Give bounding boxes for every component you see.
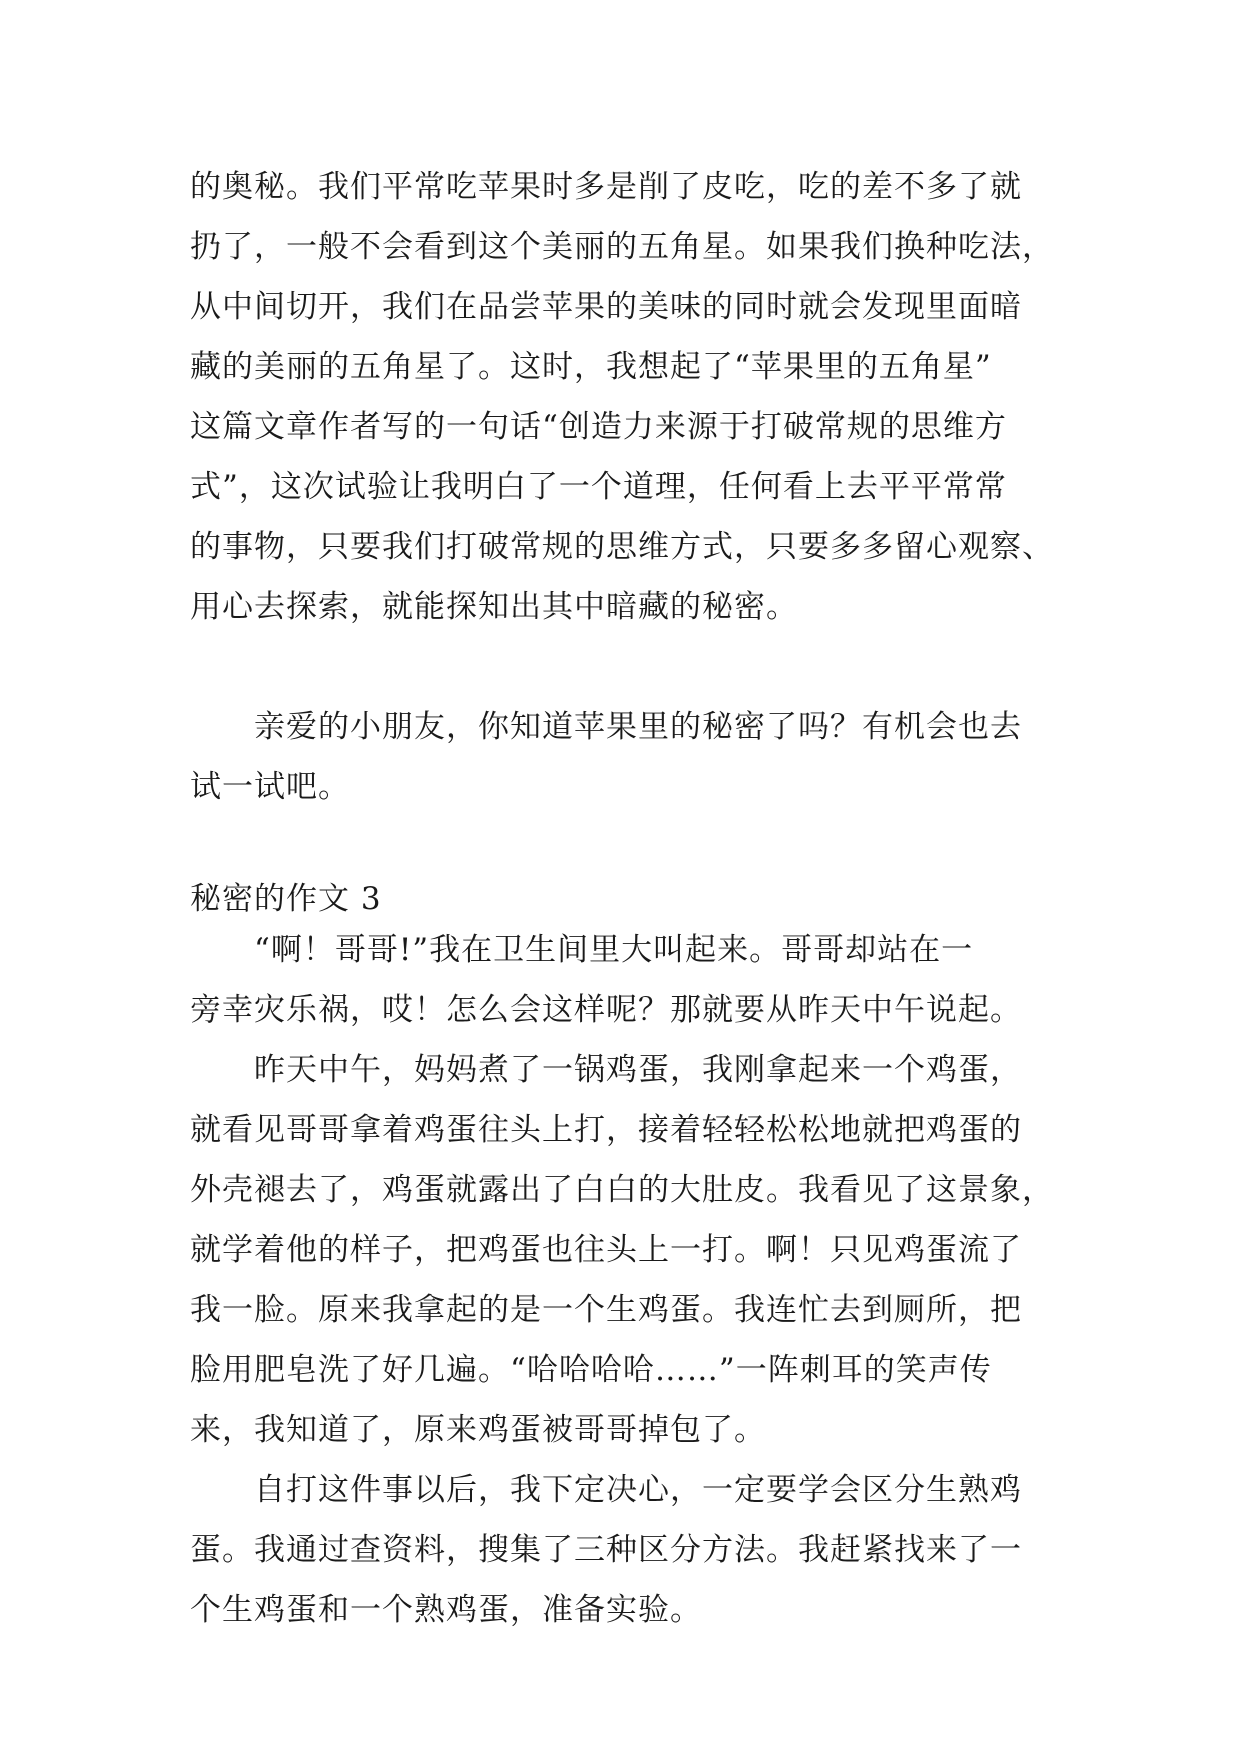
text-line: 从中间切开，我们在品尝苹果的美味的同时就会发现里面暗: [190, 289, 1022, 325]
text-line: 脸用肥皂洗了好几遍。“哈哈哈哈……”一阵刺耳的笑声传: [190, 1352, 992, 1388]
text-line: “啊！哥哥!”我在卫生间里大叫起来。哥哥却站在一: [254, 932, 974, 968]
text-line: 亲爱的小朋友，你知道苹果里的秘密了吗？有机会也去: [254, 709, 1022, 745]
text-line: 这篇文章作者写的一句话“创造力来源于打破常规的思维方: [190, 409, 1007, 445]
text-line: 的奥秘。我们平常吃苹果时多是削了皮吃，吃的差不多了就: [190, 169, 1022, 205]
text-line: 来，我知道了，原来鸡蛋被哥哥掉包了。: [190, 1412, 766, 1448]
text-line: 旁幸灾乐祸，哎！怎么会这样呢？那就要从昨天中午说起。: [190, 992, 1022, 1028]
text-line: 自打这件事以后，我下定决心，一定要学会区分生熟鸡: [254, 1472, 1022, 1508]
paragraph-apple-secret: [190, 157, 1070, 637]
text-line: 的事物，只要我们打破常规的思维方式，只要多多留心观察、: [190, 529, 1054, 565]
text-line: 用心去探索，就能探知出其中暗藏的秘密。: [190, 589, 798, 625]
essay-body: [190, 920, 1070, 1640]
text-line: 昨天中午，妈妈煮了一锅鸡蛋，我刚拿起来一个鸡蛋，: [254, 1052, 1022, 1088]
paragraph-closing: [190, 697, 1070, 817]
text-line: 式”，这次试验让我明白了一个道理，任何看上去平平常常: [190, 469, 1007, 505]
text-line: 就学着他的样子，把鸡蛋也往头上一打。啊！只见鸡蛋流了: [190, 1232, 1022, 1268]
text-line: 就看见哥哥拿着鸡蛋往头上打，接着轻轻松松地就把鸡蛋的: [190, 1112, 1022, 1148]
text-line: 试一试吧。: [190, 769, 350, 805]
text-line: 我一脸。原来我拿起的是一个生鸡蛋。我连忙去到厕所，把: [190, 1292, 1022, 1328]
text-line: 扔了，一般不会看到这个美丽的五角星。如果我们换种吃法，: [190, 229, 1054, 265]
text-line: 藏的美丽的五角星了。这时，我想起了“苹果里的五角星”: [190, 349, 992, 385]
essay-title-text: 秘密的作文 3: [190, 881, 382, 917]
text-line: 个生鸡蛋和一个熟鸡蛋，准备实验。: [190, 1592, 702, 1628]
text-line: 蛋。我通过查资料，搜集了三种区分方法。我赶紧找来了一: [190, 1532, 1022, 1568]
text-line: 外壳褪去了，鸡蛋就露出了白白的大肚皮。我看见了这景象，: [190, 1172, 1054, 1208]
